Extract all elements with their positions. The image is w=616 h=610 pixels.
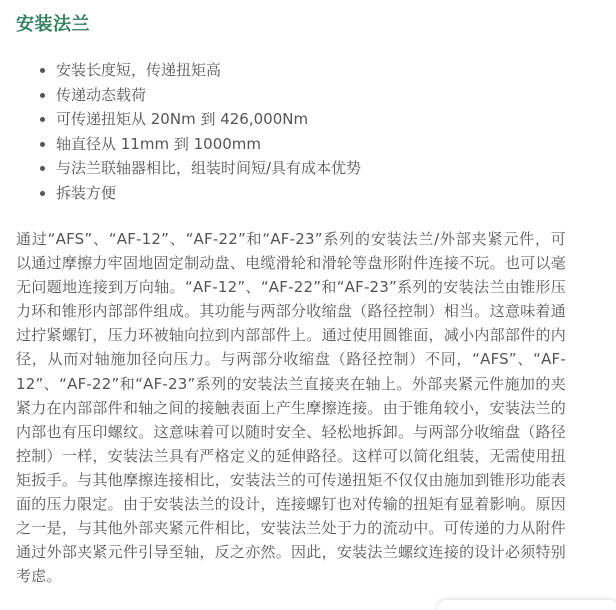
bullet-icon [40,191,45,196]
feature-list [16,58,361,205]
feature-text: 轴直径从 11mm 到 1000mm [56,134,262,153]
section-title: 安装法兰 [16,14,90,35]
feature-text: 可传递扭矩从 20Nm 到 426,000Nm [56,110,309,128]
feature-item [56,107,361,132]
feature-text: 与法兰联轴器相比，组装时间短/具有成本优势 [56,159,362,177]
floating-panel-edge [438,600,616,610]
bullet-icon [40,93,45,98]
feature-item [56,58,361,83]
feature-text: 安装长度短，传递扭矩高 [56,61,222,79]
bullet-icon [40,142,45,147]
feature-item [56,132,361,157]
feature-item [56,83,361,108]
bullet-icon [40,117,45,122]
feature-item [56,181,361,206]
feature-item [56,156,361,181]
description-paragraph: 通过“AFS”、“AF-12”、“AF-22”和“AF-23”系列的安装法兰/外部夹紧元件，可以通过摩擦力牢固地固定制动盘、电缆滑轮和滑轮等盘形附件连接不玩。也可以毫无问题地连接到万向轴。“AF-12”、“AF-22”和“AF-23”系列的安装法兰由锥形压力环和锥形内部部件组成。其功能与两部分收缩盘（路径控制）相当。这意味着通过拧紧螺钉，压力环被轴向拉到内部部件上。通过使用圆锥面，减小内部部件的内径，从而对轴施加径向压力。与两部分收缩盘（路径控制）不同，“AFS”、“AF-12”、“AF-22”和“AF-23”系列的安装法兰直接夹在轴上。外部夹紧元件施加的夹紧力在内部部件和轴之间的接触表面上产生摩擦连接。由于锥角较小，安装法兰的内部也有压印螺纹。这意味着可以随时安全、轻松地拆卸。与两部分收缩盘（路径控制）一样，安装法兰具有严格定义的延伸路径。这样可以简化组装，无需使用扭矩扳手。与其他摩擦连接相比，安装法兰的可传递扭矩不仅仅由施加到锥形功能表面的压力限定。由于安装法兰的设计，连接螺钉也对传输的扭矩有显着影响。原因之一是，与其他外部夹紧元件相比，安装法兰处于力的流动中。可传递的力从附件通过外部夹紧元件引导至轴，反之亦然。因此，安装法兰螺纹连接的设计必须特别考虑。 [16,230,566,586]
feature-text: 拆装方便 [56,183,117,202]
bullet-icon [40,166,45,171]
feature-text: 传递动态载荷 [56,85,147,104]
bullet-icon [40,68,45,73]
